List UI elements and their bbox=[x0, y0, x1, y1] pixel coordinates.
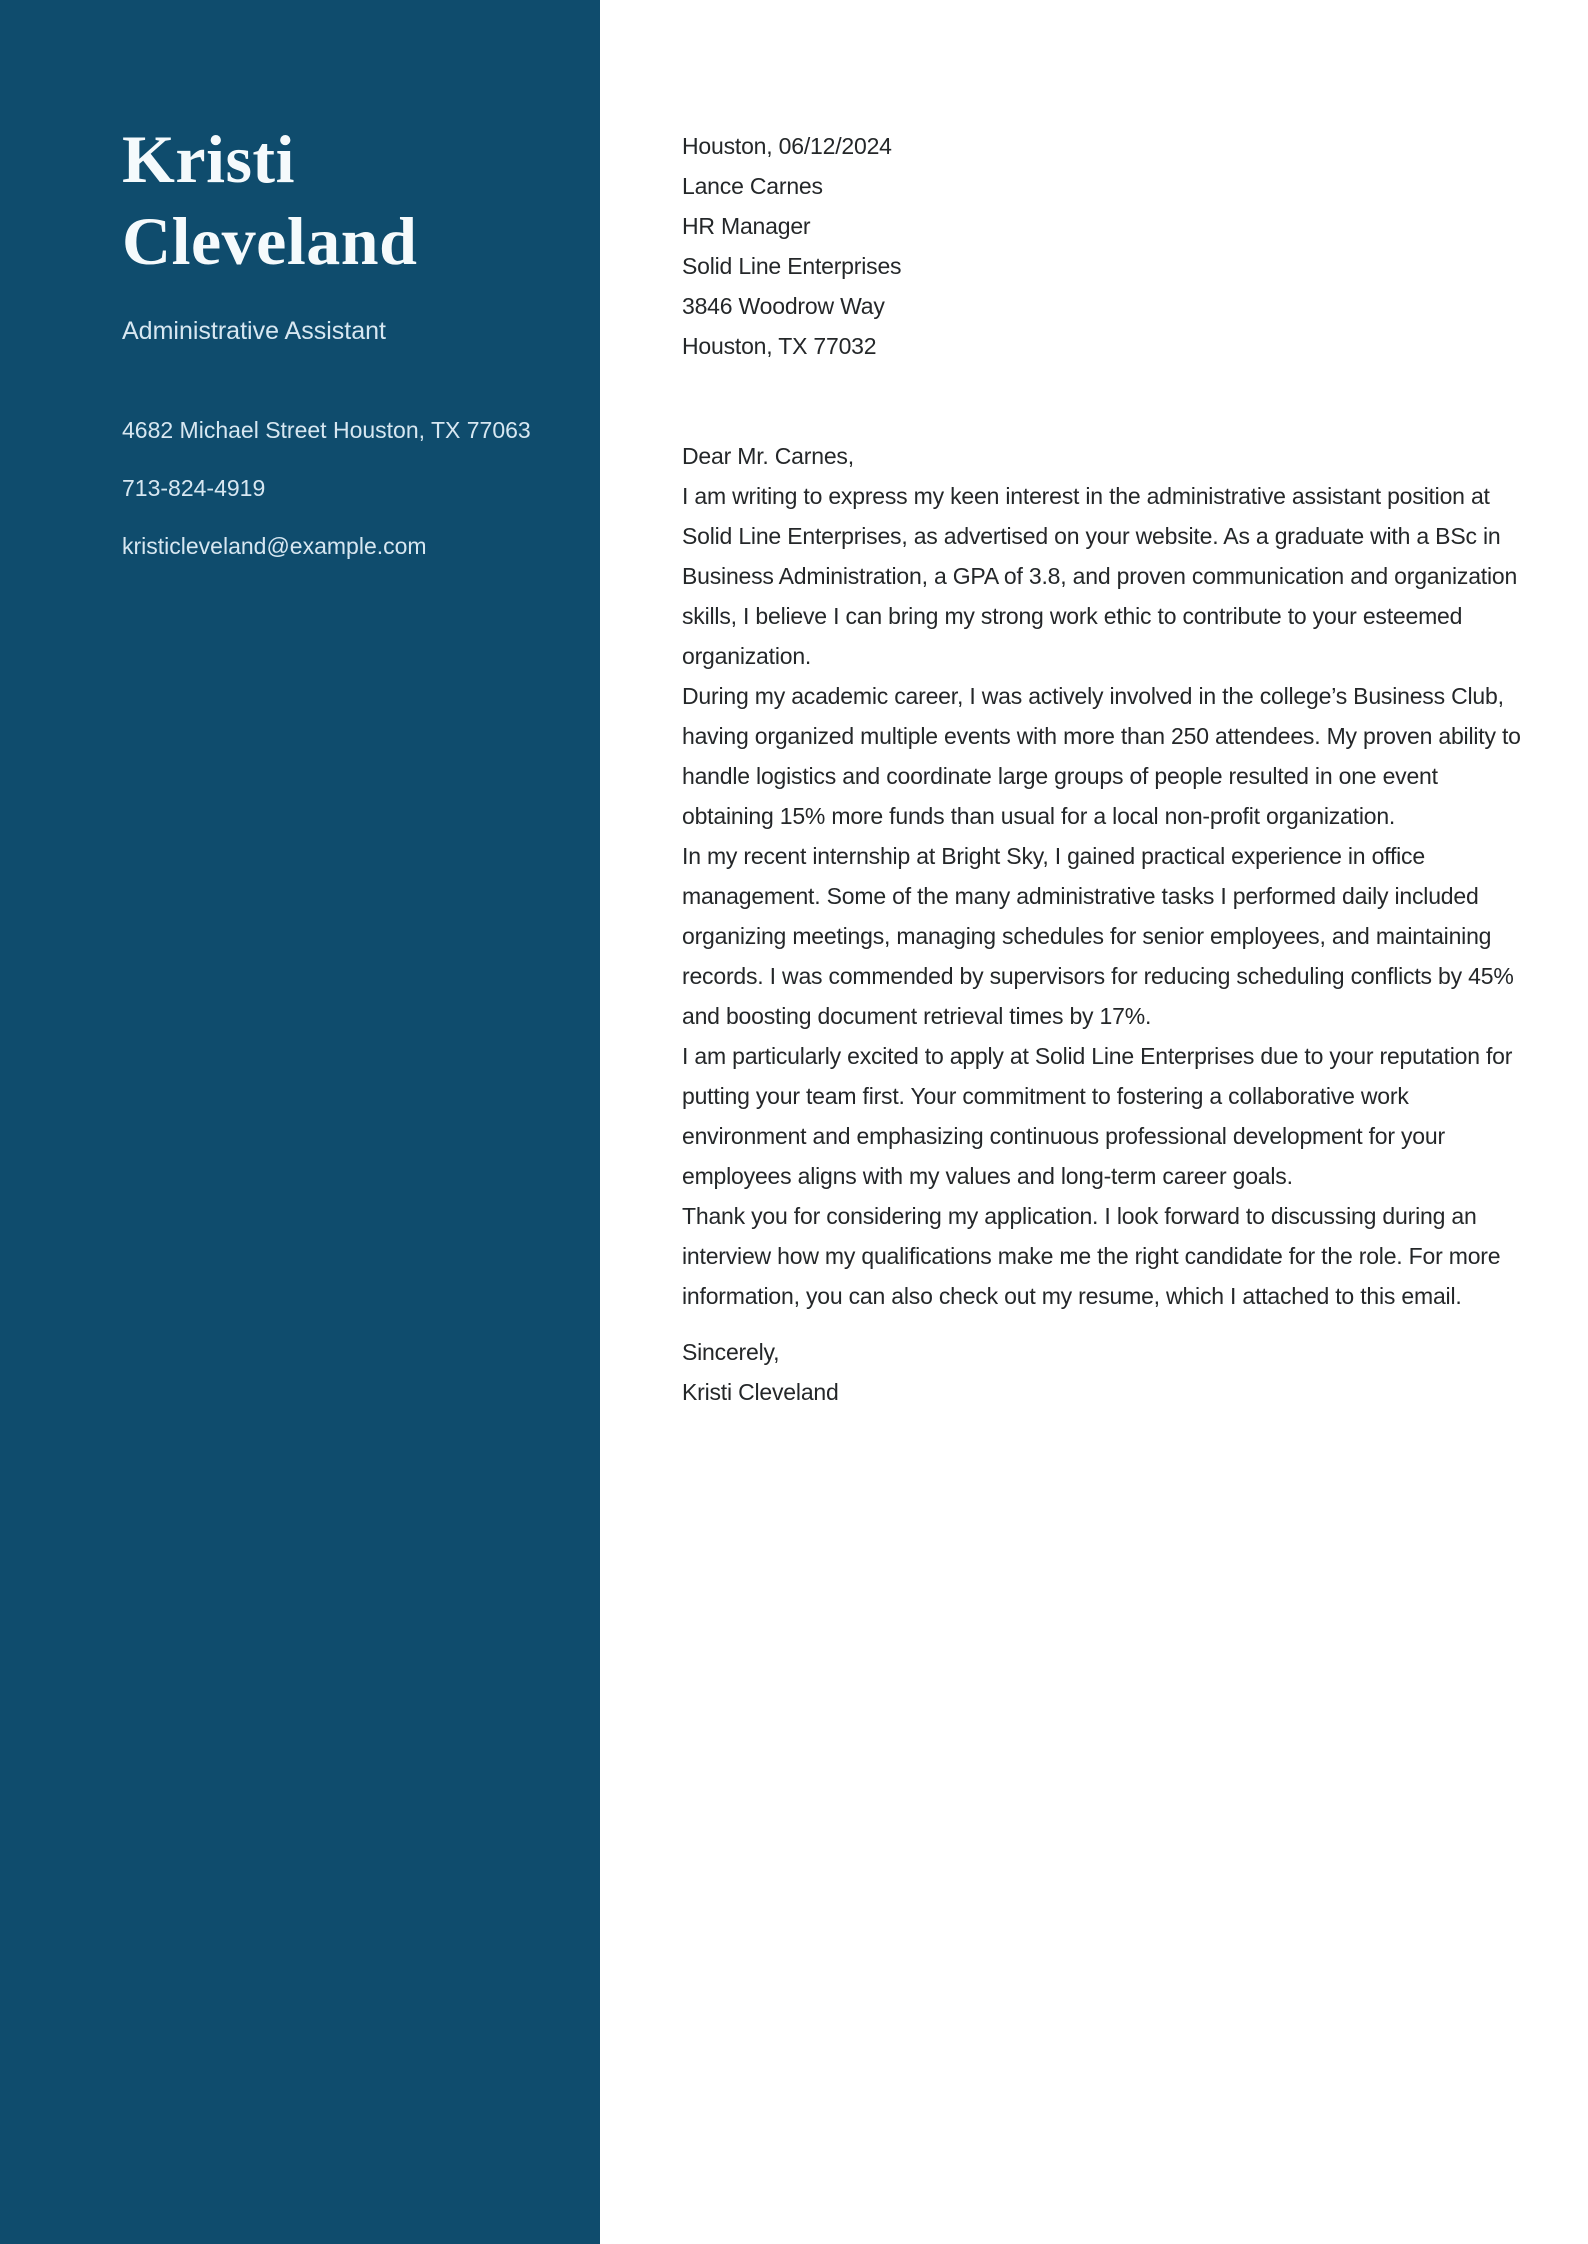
recipient-city: Houston, TX 77032 bbox=[682, 333, 877, 359]
candidate-name: Kristi Cleveland bbox=[122, 121, 418, 279]
body-paragraph-3: In my recent internship at Bright Sky, I gained practical experience in office management. Some of the many administrative tasks I performed daily included organizing meetings, managing schedules for senior employees, and maintaining records. I was commended by supervisors for reducing scheduling conflicts by 45% and boosting document retrieval times by 17%. bbox=[682, 843, 1514, 1029]
recipient-name: Lance Carnes bbox=[682, 173, 823, 199]
recipient-block bbox=[682, 166, 1532, 366]
recipient-street: 3846 Woodrow Way bbox=[682, 293, 885, 319]
recipient-company: Solid Line Enterprises bbox=[682, 253, 902, 279]
letter-date: Houston, 06/12/2024 bbox=[682, 133, 892, 159]
contact-phone: 713-824-4919 bbox=[122, 475, 266, 501]
signature-name: Kristi Cleveland bbox=[682, 1379, 839, 1405]
body-paragraph-4: I am particularly excited to apply at Solid Line Enterprises due to your reputation for putting your team first. Your commitment to fostering a collaborative work environment and emphasizing continuous professional development for your employees aligns with my values and long-term career goals. bbox=[682, 1043, 1513, 1189]
closing-phrase: Sincerely, bbox=[682, 1339, 780, 1365]
body-paragraph-5: Thank you for considering my application. I look forward to discussing during an interview how my qualifications make me the right candidate for the role. For more information, you can also check out my resume, which I attached to this email. bbox=[682, 1203, 1501, 1309]
contact-email: kristicleveland@example.com bbox=[122, 533, 427, 559]
contact-address: 4682 Michael Street Houston, TX 77063 bbox=[122, 417, 531, 443]
body-paragraph-2: During my academic career, I was actively involved in the college’s Business Club, having organized multiple events with more than 250 attendees. My proven ability to handle logistics and coordinate large groups of people resulted in one event obtaining 15% more funds than usual for a local non-profit organization. bbox=[682, 683, 1521, 829]
body-paragraph-1: I am writing to express my keen interest in the administrative assistant position at Solid Line Enterprises, as advertised on your website. As a graduate with a BSc in Business Administration, a GPA of 3.8, and proven communication and organization skills, I believe I can bring my strong work ethic to contribute to your esteemed organization. bbox=[682, 483, 1518, 669]
contact-info bbox=[122, 412, 542, 565]
recipient-title: HR Manager bbox=[682, 213, 811, 239]
salutation: Dear Mr. Carnes, bbox=[682, 443, 854, 469]
sidebar bbox=[0, 0, 600, 2244]
job-title: Administrative Assistant bbox=[122, 317, 386, 345]
letter-content bbox=[682, 0, 1532, 1412]
closing-block bbox=[682, 1332, 1532, 1412]
